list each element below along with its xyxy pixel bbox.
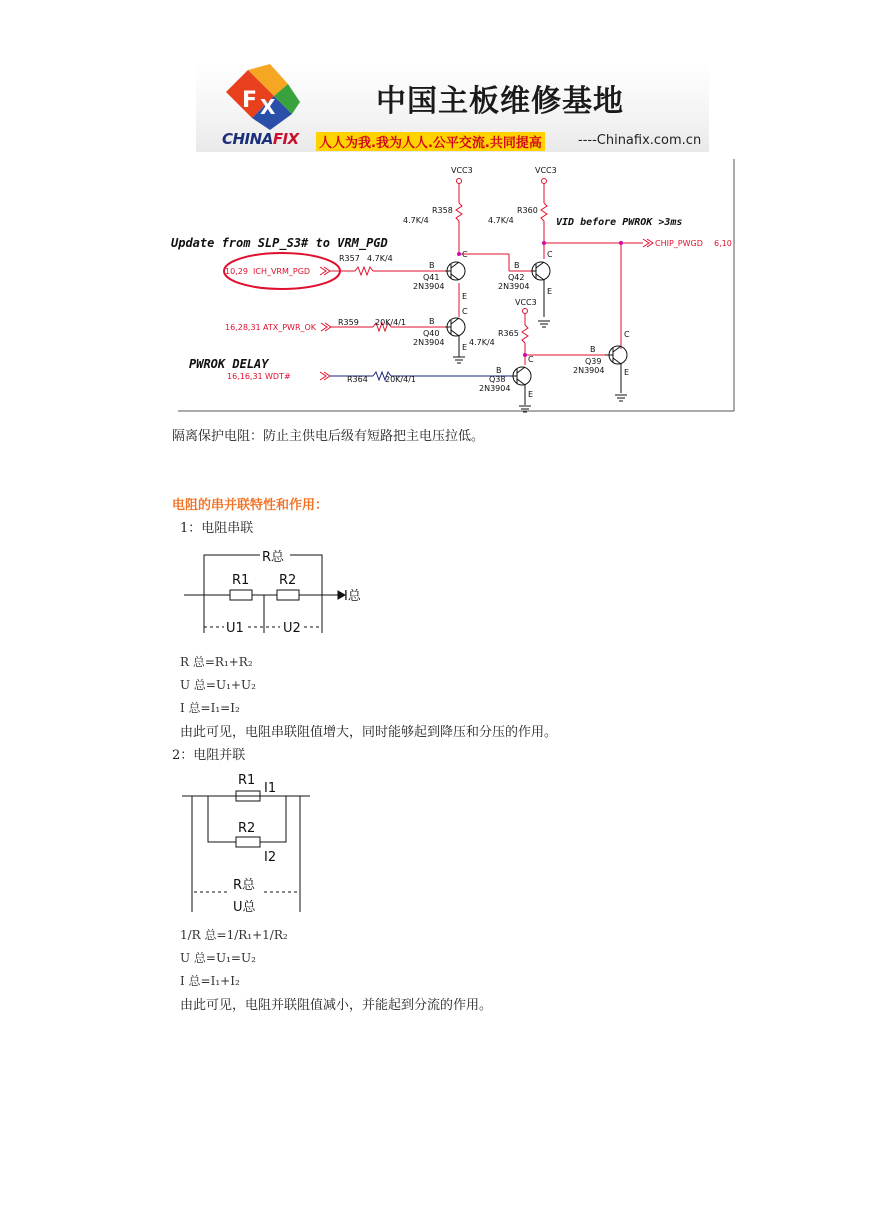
header-banner [196, 62, 709, 152]
label-q42-part: 2N3904 [498, 282, 530, 291]
label-q38-part: 2N3904 [479, 384, 511, 393]
series-r-total: R总 [262, 550, 285, 565]
banner-slogan: 人人为我.我为人人.公平交流.共同提高 [316, 132, 545, 151]
parallel-i2: I2 [264, 850, 277, 865]
net-vcc3-3: VCC3 [515, 298, 537, 307]
parallel-r1: R1 [238, 773, 256, 788]
pin-b-q39: B [590, 345, 596, 354]
sig-atx: ATX_PWR_OK [263, 323, 317, 332]
parallel-r2: R2 [238, 821, 256, 836]
sig-chip: CHIP_PWGD [655, 239, 703, 248]
label-q38: Q38 [489, 375, 506, 384]
banner-site: ----Chinafix.com.cn [578, 133, 702, 148]
pin-e-q42: E [547, 287, 553, 296]
label-q42: Q42 [508, 273, 525, 282]
pin-e-q39: E [624, 368, 630, 377]
series-u1: U1 [226, 621, 244, 636]
label-r357-val: 4.7K/4 [367, 254, 393, 263]
sig-chip-ref: 6,10 [714, 239, 732, 248]
pin-e-q40: E [462, 343, 468, 352]
pin-e-q38: E [528, 390, 534, 399]
pin-b-q41: B [429, 261, 435, 270]
parallel-i1: I1 [264, 781, 277, 796]
series-heading: 1：电阻串联 [180, 521, 254, 536]
pin-c-q42: C [547, 250, 553, 259]
label-r365-val: 4.7K/4 [469, 338, 495, 347]
label-r358: R358 [432, 206, 453, 215]
label-q41: Q41 [423, 273, 440, 282]
banner-title: 中国主板维修基地 [376, 84, 624, 119]
pin-c-q41: C [462, 250, 468, 259]
brand-logo-text [222, 130, 299, 148]
label-q40-part: 2N3904 [413, 338, 445, 347]
label-q39-part: 2N3904 [573, 366, 605, 375]
pin-c-q40: C [462, 307, 468, 316]
parallel-formula-r: 1/R 总=1/R₁+1/R₂ [180, 928, 288, 942]
pin-c-q39: C [624, 330, 630, 339]
svg-text:X: X [260, 95, 276, 119]
label-r359-val: 20K/4/1 [375, 318, 406, 327]
label-q39: Q39 [585, 357, 602, 366]
parallel-formula-u: U 总=U₁=U₂ [180, 951, 256, 965]
parallel-formula-i: I 总=I₁+I₂ [180, 974, 240, 988]
isolation-note: 隔离保护电阻：防止主供电后级有短路把主电压拉低。 [172, 429, 485, 444]
pin-e-q41: E [462, 292, 468, 301]
label-r358-val: 4.7K/4 [403, 216, 429, 225]
series-i-total: I总 [344, 589, 361, 604]
pin-c-q38: C [528, 355, 534, 364]
label-q41-part: 2N3904 [413, 282, 445, 291]
note-pwrok: PWROK DELAY [189, 357, 269, 371]
pwrok-schematic [165, 157, 737, 415]
label-r365: R365 [498, 329, 519, 338]
parallel-r-total: R总 [233, 878, 256, 893]
parallel-u-total: U总 [233, 900, 256, 915]
pin-b-q42: B [514, 261, 520, 270]
series-conclusion: 由此可见，电阻串联阻值增大，同时能够起到降压和分压的作用。 [180, 725, 558, 740]
pin-b-q38: B [496, 366, 502, 375]
series-formula-u: U 总=U₁+U₂ [180, 678, 256, 692]
section-heading: 电阻的串并联特性和作用： [172, 498, 329, 513]
parallel-circuit-diagram [180, 770, 320, 916]
label-r359: R359 [338, 318, 359, 327]
label-r360-val: 4.7K/4 [488, 216, 514, 225]
label-r364-val: 20K/4/1 [385, 375, 416, 384]
sig-ich: ICH_VRM_PGD [253, 267, 311, 276]
series-circuit-diagram [180, 543, 380, 638]
label-q40: Q40 [423, 329, 440, 338]
pin-b-q40: B [429, 317, 435, 326]
series-formula-r: R 总=R₁+R₂ [180, 655, 253, 669]
label-r360: R360 [517, 206, 538, 215]
brand-main: CHINA [222, 130, 273, 148]
series-u2: U2 [283, 621, 301, 636]
net-vcc3-1: VCC3 [451, 166, 473, 175]
series-r2: R2 [279, 573, 297, 588]
sig-atx-ref: 16,28,31 [225, 323, 261, 332]
parallel-conclusion: 由此可见，电阻并联阻值减小，并能起到分流的作用。 [180, 998, 493, 1013]
sig-ich-ref: 10,29 [225, 267, 248, 276]
label-r364: R364 [347, 375, 368, 384]
brand-accent: FIX [272, 130, 299, 148]
sig-wdt-ref: 16,16,31 [227, 372, 263, 381]
note-update: Update from SLP_S3# to VRM_PGD [171, 236, 388, 250]
net-vcc3-2: VCC3 [535, 166, 557, 175]
svg-text:F: F [242, 88, 258, 113]
series-formula-i: I 总=I₁=I₂ [180, 701, 240, 715]
sig-wdt: WDT# [265, 372, 291, 381]
chinafix-logo-icon [218, 62, 304, 132]
series-r1: R1 [232, 573, 250, 588]
note-vid: VID before PWROK >3ms [556, 217, 683, 228]
label-r357: R357 [339, 254, 360, 263]
parallel-heading: 2：电阻并联 [172, 748, 246, 763]
